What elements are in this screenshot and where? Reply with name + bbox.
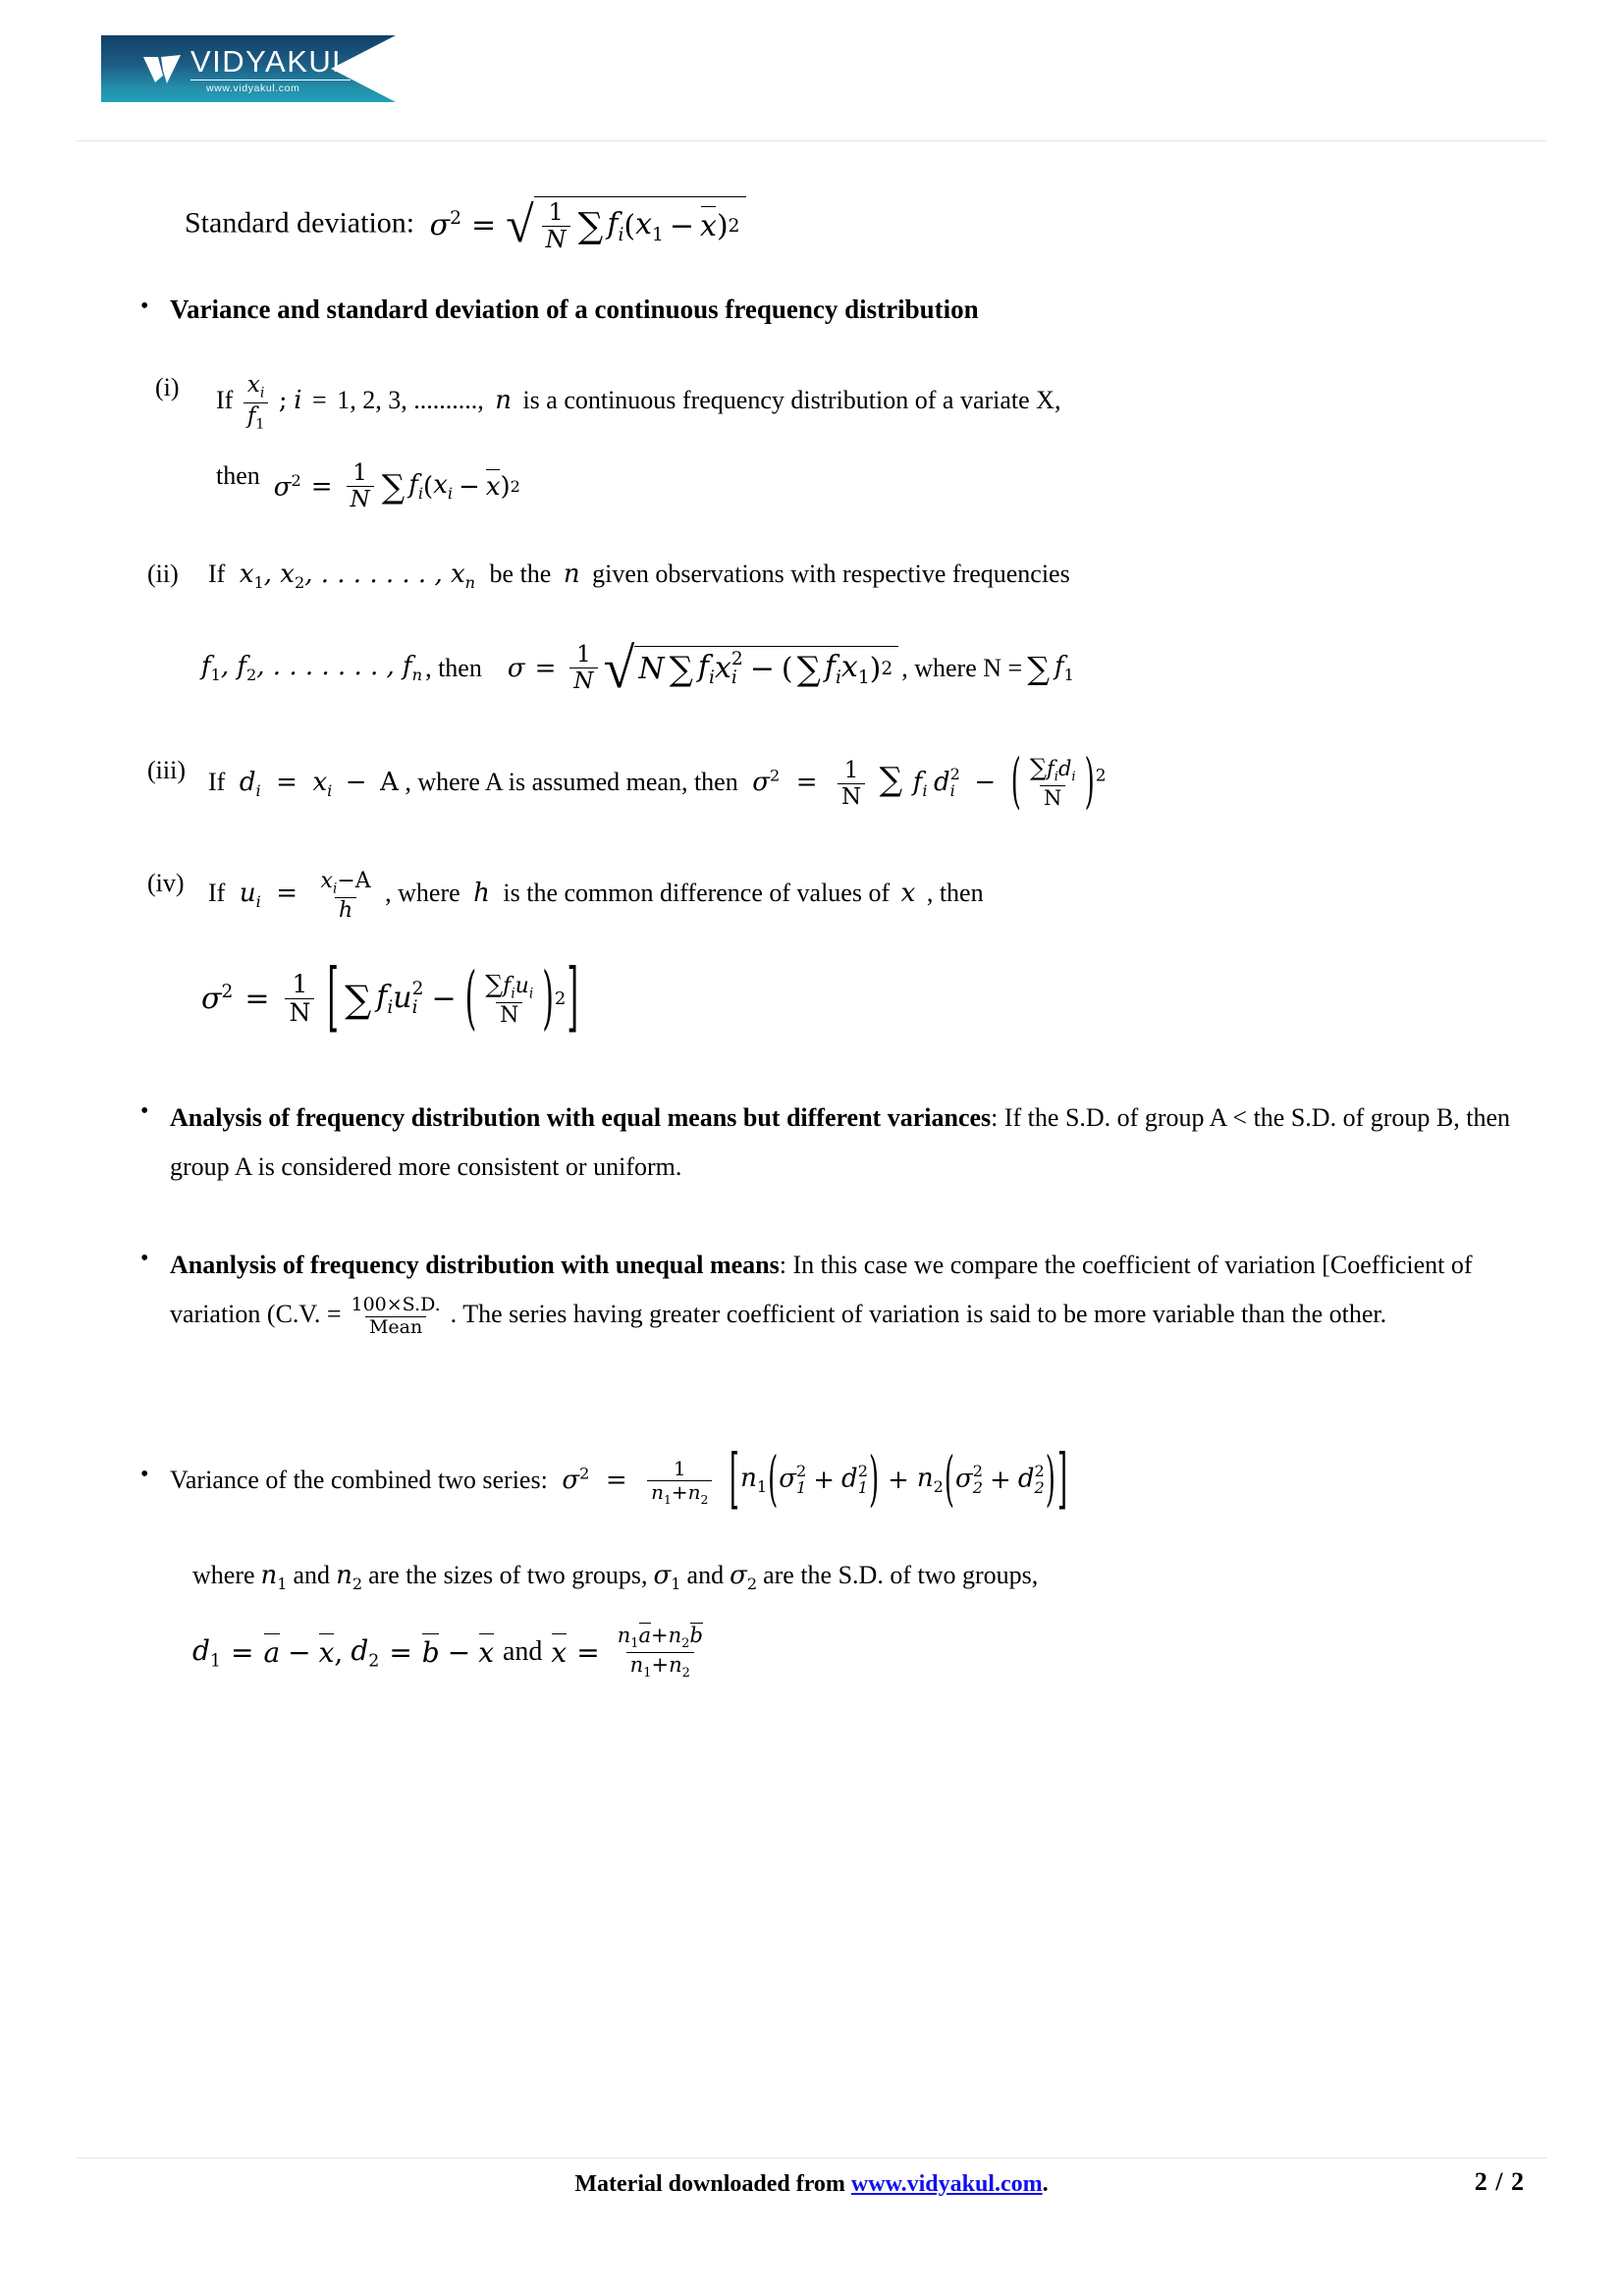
then-word-i: then [216, 461, 260, 490]
sizes-text: are the sizes of two groups, [368, 1561, 648, 1589]
d1-d2-xbar-formula: $d_1$ = a − x , $d_2$ = b − x and x = $\frac{n_1a+n_2b}{n_1+n_2}$ [192, 1624, 703, 1682]
sd-text: are the S.D. of two groups, [763, 1561, 1039, 1589]
roman-item-iv-formula [201, 955, 579, 1043]
roman-item-ii-formula [201, 636, 1074, 701]
sigma-root-formula: $f_1$, $f_2$, . . . . . . . , $f_n$ , then σ = $\frac{1}{N}$ √ N ∑ $f_i$ x 2 i − ( ∑ $f_ix_1$ ) 2 , where N = ∑ $f_1$ [201, 636, 1074, 701]
if-word-ii: If [208, 560, 226, 588]
sigma-sq-continuous-formula: $\sigma^2$ = $\frac{1}{N}$ ∑ $f_i$ ( $x_i$ − x ) 2 [273, 460, 520, 513]
n-variable-i: n [495, 386, 512, 416]
analysis-equal-heading: Analysis of frequency distribution with equal means but different variances [170, 1103, 992, 1132]
assumed-mean-text: , where A is assumed mean, then [405, 767, 738, 796]
analysis-equal-body: : If the S.D. of group A < the S.D. of group B, then group A is considered more consistent or uniform. [170, 1103, 1510, 1181]
page-number: 2 / 2 [1474, 2167, 1525, 2196]
cv-denominator: Mean [365, 1316, 426, 1338]
if-word-iv: If [208, 878, 226, 907]
logo-text-block [190, 45, 351, 94]
frac-num-i: $x_i$ [246, 372, 265, 401]
bullet-variance-continuous [140, 294, 1515, 325]
tail-text-ii: given observations with respective frequencies [592, 560, 1070, 588]
roman-label-iv: (iv) [147, 869, 185, 897]
header-divider [77, 140, 1546, 141]
vidyakul-logo[interactable] [101, 35, 396, 102]
roman-item-iv-content: If $u_i$ = $\frac{x_i-A}{h}$ , where h is the common difference of values of x , then [208, 869, 984, 923]
roman-label-i: (i) [155, 373, 180, 401]
roman-item-iii-content: If $d_i = x_i - A$ , where A is assumed mean, then $\sigma^2$ = $\frac{1}{N}$ ∑ $f_i$ d 2 i − ( $\frac{\sum f_id_i}{N}$ ) $^2$ [208, 747, 1107, 818]
sigma-sq-u-formula: $\sigma^2$ = $\frac{1}{N}$ [ ∑ $f_i$ u 2 i − ( $\frac{\sum f_iu_i}{N}$ ) 2 ] [201, 955, 579, 1043]
tail-text-i: is a continuous frequency distribution of a variate X, [522, 386, 1061, 415]
where-word-combined: where [192, 1561, 255, 1589]
standard-deviation-formula: $\sigma^2$ = √ $\frac{1}{N}$ ∑ $f_i$ ( $x_1$ − x ) 2 [422, 196, 746, 254]
roman-item-i-content [216, 373, 1060, 432]
roman-item-iii [147, 747, 1107, 818]
roman-item-iv [147, 869, 984, 922]
cv-fraction [348, 1293, 445, 1338]
standard-deviation-label: Standard deviation: [185, 206, 415, 240]
bullet-combined-variance [140, 1442, 1544, 1519]
combined-variance-label: Variance of the combined two series: [170, 1465, 548, 1494]
combined-variance-where-line: where $n_1$ and $n_2$ are the sizes of two groups, $\sigma_1$ and $\sigma_2$ are the S.D. of two groups, [192, 1561, 1039, 1594]
equals-i: = [312, 386, 327, 415]
footer-text-before: Material downloaded from [574, 2171, 845, 2197]
logo-url: www.vidyakul.com [206, 82, 300, 94]
be-the-ii: be the [489, 560, 552, 588]
vidyakul-link[interactable]: www.vidyakul.com [850, 2171, 1043, 2197]
roman-item-i-formula [216, 461, 520, 511]
footer-attribution [0, 2171, 1623, 2198]
observations-list-ii: $x_1$, $x_2$, . . . . . . . , $x_n$ [239, 560, 476, 593]
then-word-ii: , then [425, 653, 482, 682]
and-word-2: and [686, 1561, 725, 1589]
if-word-i: If [216, 386, 234, 415]
roman-label-ii: (ii) [147, 560, 179, 588]
roman-item-i [155, 373, 1549, 432]
roman-item-ii [147, 560, 1551, 592]
i-variable: i [294, 386, 302, 416]
bullet-analysis-unequal-means [140, 1247, 1535, 1345]
bullet-marker-unequal: • [140, 1246, 149, 1271]
analysis-unequal-heading: Ananlysis of frequency distribution with unequal means [170, 1251, 780, 1279]
and-word-3: and [502, 1636, 543, 1668]
standard-deviation-line [185, 196, 746, 254]
double-chevron-check-mark-icon [142, 49, 186, 88]
cv-numerator: 100×S.D. [351, 1293, 441, 1315]
logo-wordmark: VIDYAKUL [190, 44, 352, 79]
where-word-iv: , where [385, 878, 460, 907]
footer-divider [77, 2158, 1546, 2159]
bullet-marker-equal: • [140, 1098, 149, 1124]
combined-variance-content: Variance of the combined two series: $\sigma^2$ = $\frac{1}{n_1+n_2}$ [ $n_1$ ( σ 2 1 + d 2 1 ) + $n_2$ ( σ 2 2 + d 2 2 ) ] [170, 1442, 1068, 1519]
analysis-unequal-body-2: . The series having greater coefficient of variation is said to be more variable than the other. [450, 1300, 1387, 1328]
analysis-equal-paragraph [170, 1094, 1535, 1192]
common-difference-text: is the common difference of values of [503, 878, 891, 907]
roman-item-ii-content [208, 560, 1070, 592]
analysis-unequal-body-1: : In this case we compare the coefficient of variation [Coefficient of variation (C.V. = [170, 1251, 1473, 1328]
analysis-unequal-paragraph [170, 1241, 1535, 1339]
bullet-analysis-equal-means [140, 1099, 1535, 1198]
logo-content [142, 45, 351, 94]
and-word-1: and [293, 1561, 331, 1589]
footer-period: . [1042, 2171, 1049, 2197]
roman-label-iii: (iii) [147, 756, 186, 784]
semicolon-i: ; [278, 386, 288, 416]
bullet-marker-combined: • [140, 1462, 149, 1487]
bullet-heading-text: Variance and standard deviation of a continuous frequency distribution [170, 294, 979, 324]
n-variable-ii: n [563, 560, 580, 589]
combined-variance-last-line [192, 1625, 711, 1681]
frac-den-i: $f_1$ [243, 402, 269, 433]
then-word-iv: , then [926, 878, 984, 907]
bullet-marker: • [140, 294, 149, 319]
page-header [0, 0, 1623, 142]
if-word-iii: If [208, 767, 226, 796]
where-n-ii: , where N = [901, 653, 1023, 682]
series-list-i: 1, 2, 3, .........., [337, 386, 484, 415]
